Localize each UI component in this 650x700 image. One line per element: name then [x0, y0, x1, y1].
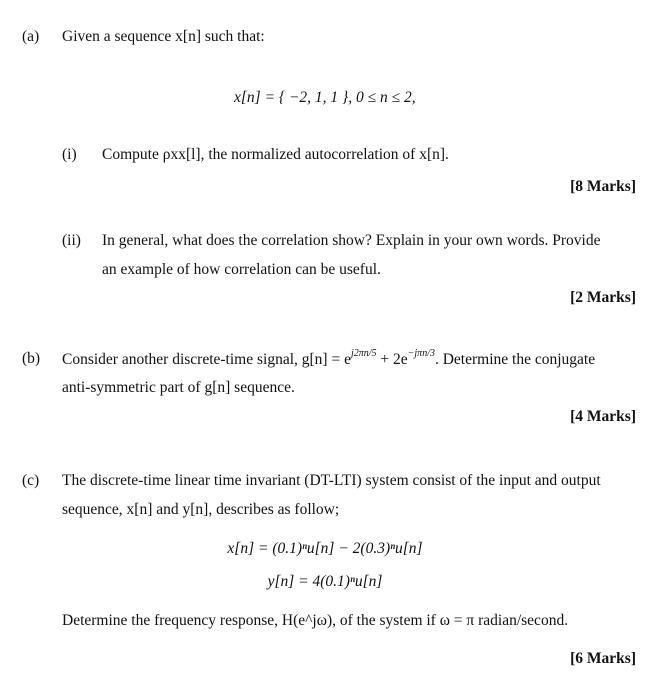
question-c-line2: sequence, x[n] and y[n], describes as follow;	[62, 501, 340, 518]
question-a-ii-line1: In general, what does the correlation show? Explain in your own words. Provide	[102, 232, 601, 249]
question-b-line1-mid: + 2e	[376, 351, 408, 369]
exponent-2: −jπn/3	[407, 348, 435, 359]
sequence-equation: x[n] = { −2, 1, 1 }, 0 ≤ n ≤ 2,	[234, 89, 416, 106]
question-b-line2: anti-symmetric part of g[n] sequence.	[62, 379, 295, 396]
input-equation: x[n] = (0.1)ⁿu[n] − 2(0.3)ⁿu[n]	[227, 540, 423, 557]
question-c-label: (c)	[22, 472, 40, 489]
question-a-intro: Given a sequence x[n] such that:	[62, 28, 265, 45]
question-b-marks: [4 Marks]	[570, 408, 636, 425]
question-b-label: (b)	[22, 350, 41, 367]
question-a-ii-label: (ii)	[62, 232, 81, 249]
question-c-line3: Determine the frequency response, H(e^jω), of the system if ω = π radian/second.	[62, 612, 569, 629]
question-c-marks: [6 Marks]	[570, 650, 636, 667]
question-a-ii-line2: an example of how correlation can be useful.	[102, 261, 381, 278]
question-c-line1: The discrete-time linear time invariant (DT-LTI) system consist of the input and output	[62, 472, 601, 489]
output-equation: y[n] = 4(0.1)ⁿu[n]	[267, 573, 383, 590]
question-b-line1	[62, 350, 595, 370]
question-b-line1-pre: Consider another discrete-time signal, g[n] = e	[62, 351, 351, 369]
question-a-i-label: (i)	[62, 146, 77, 163]
question-a-label: (a)	[22, 28, 40, 45]
question-a-i-marks: [8 Marks]	[570, 178, 636, 195]
exponent-1: j2πn/5	[350, 348, 377, 359]
question-b-line1-post: . Determine the conjugate	[434, 351, 596, 369]
question-a-ii-marks: [2 Marks]	[570, 289, 636, 306]
question-a-i-text: Compute ρxx[l], the normalized autocorrelation of x[n].	[102, 146, 449, 163]
